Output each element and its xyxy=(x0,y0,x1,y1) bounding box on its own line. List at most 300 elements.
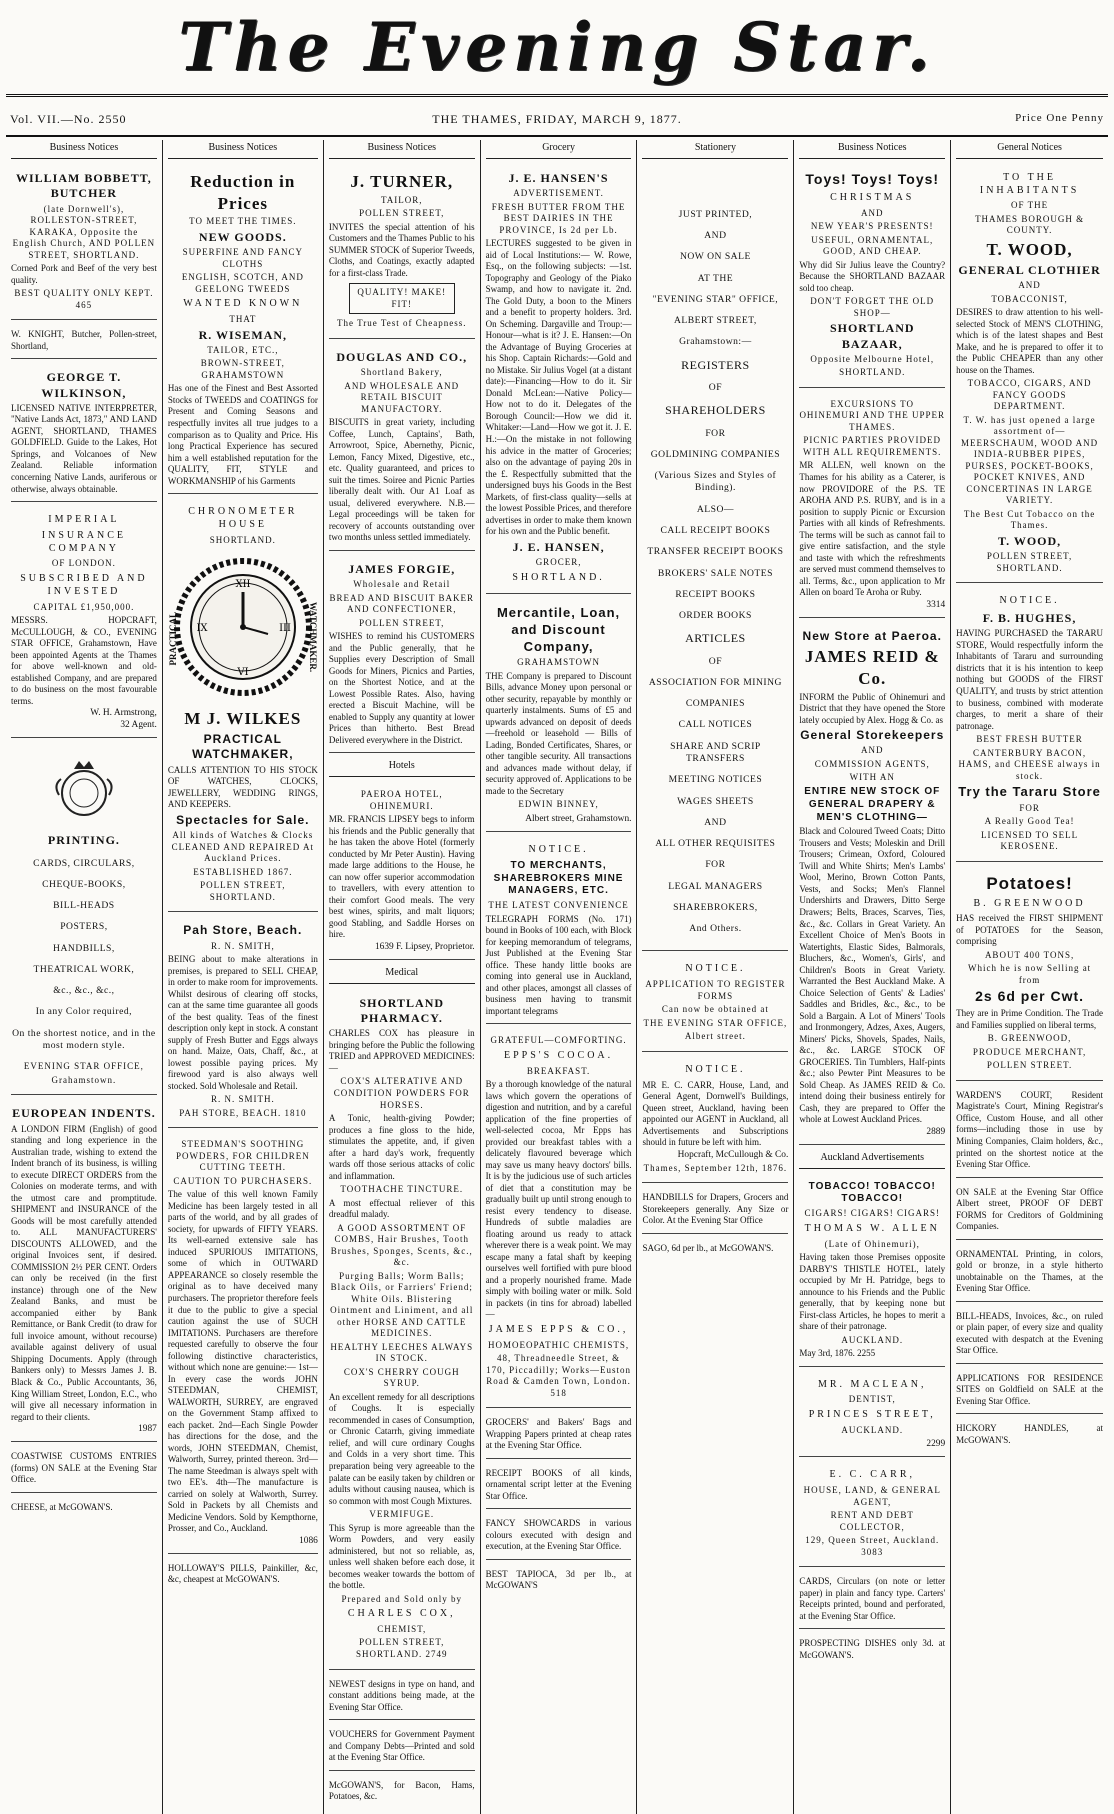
ad-line: CHRISTMAS xyxy=(830,191,915,203)
ad-line: RENT AND DEBT COLLECTOR, xyxy=(830,1510,914,1532)
ad-line: GRATEFUL—COMFORTING. xyxy=(490,1035,627,1046)
ad-line: OF LONDON. xyxy=(51,558,116,569)
ad-line: NEW GOODS. xyxy=(198,229,287,244)
ad-number: 1987 xyxy=(138,1424,157,1435)
ad-body: The value of this well known Family Medicine has been largely tested in all parts of the world, and by all grades of society, for upwards of FIFTY YEARS. Its well-earned extensive sale has induced SPURIOUS IMITATIONS, some of which in OUTWARD APPEARANCE so closely resemble the original as to have deceived many purchasers. The proprietor therefore feels it due to the public to give a special caution against the use of SUCH IMITATIONS. Purchasers are therefore requested carefully to observe the four following distinctive characteristics, without which none are genuine:— 1st—In every case the words JOHN STEEDMAN, CHEMIST, WALWORTH, SURREY, are engraved on the Government Stamp affixed to each packet. 2nd—Each Single Powder has directions for the dose, and the words, JOHN STEEDMAN, Chemist, Walworth, Surrey, printed thereon. 3rd—The name Steedman is always spelt with two EE's. 4th—The manufacture is carried on solely at Walworth, Surrey. Sold in Packets by all Chemists and Medicine Vendors. Sold by Kempthorne, Prosser, and Co., Auckland. xyxy=(167,1189,318,1534)
newspaper-title: The Evening Star. xyxy=(178,8,936,86)
ad-signature: 1639 F. Lipsey, Proprietor. xyxy=(374,941,475,952)
ad-body: Why did Sir Julius leave the Country? Because the SHORTLAND BAZAAR sold too cheap. xyxy=(799,259,946,293)
list-item: MEETING NOTICES xyxy=(668,774,763,786)
ad-line: SHAREBROKERS, xyxy=(673,901,758,913)
ad-label: NOTICE. xyxy=(528,843,589,855)
holloway-ad: HOLLOWAY'S PILLS, Painkiller, &c, &c, cheapest at McGOWAN'S. xyxy=(167,1562,318,1585)
telegraph-notice xyxy=(486,837,632,1024)
wood-ad xyxy=(956,165,1103,583)
ad-line: TO MEET THE TIMES. xyxy=(189,216,297,227)
bobbett-ad xyxy=(11,165,157,320)
ad-line: COX'S CHERRY COUGH SYRUP. xyxy=(343,1366,460,1389)
ad-body: HAS received the FIRST SHIPMENT of POTATOES for the Season, comprising xyxy=(956,913,1103,947)
ad-heading: SHORTLAND PHARMACY. xyxy=(359,995,445,1026)
ad-line: FOR xyxy=(705,859,726,871)
svg-text:III: III xyxy=(278,623,291,635)
ad-body: WISHES to remind his CUSTOMERS and the Public generally, that he Supplies every Description of Small Goods for Miners, Picnics and Parties, on the Shortest Notice, and at the Lowest Possible Rates. Also, having erected a Biscuit Machine, will be enabled to Supply any quantity at lower Prices than hitherto. Best Bread Delivered everywhere in the District. xyxy=(328,631,475,745)
carr-ad xyxy=(799,1462,945,1567)
ad-line: PAH STORE, BEACH. 1810 xyxy=(179,1107,307,1118)
ad-body: HAVING PURCHASED the TARARU STORE, Would respectfully inform the Inhabitants of Tararu and surrounding districts that it is his intention to keep nothing but GOODS of the FIRST QUALITY, and trusts by strict attention to business, combined with moderate charges, to merit a share of their patronage. xyxy=(956,628,1103,731)
ad-label: NOTICE. xyxy=(685,963,746,975)
ad-heading: New Store at Paeroa. xyxy=(802,628,942,643)
applications-ad: APPLICATIONS FOR RESIDENCE SITES on Goldfield on SALE at the Evening Star Office. xyxy=(956,1369,1103,1415)
ad-line: POLLEN STREET, xyxy=(359,617,445,628)
ad-body: MR ALLEN, well known on the Thames for his ability as a Caterer, is now PROVIDORE of the P.S. TE AROHA AND P.S. RUBY, and is in a position to supply Picnic or Excursion Parties with all kinds of Refreshments. The terms will be such as cannot fail to give entire satisfaction, and the style and taste with which the refreshments are served must commend themselves to all. Terms, &c., upon application to Mr Allen on board Te Aroha or Ruby. xyxy=(799,460,946,598)
ad-line: Spectacles for Sale. xyxy=(176,812,310,827)
ad-body: BEING about to make alterations in premises, is prepared to SELL CHEAP, in order to make room for improvements. Whilst desirous of clearing off stocks, can at the same time guarantee all goods of the best quality. Teas of the finest description only kept in stock. A constant supply of Fresh Butter and Eggs always on hand. Maize, Oats, Chaff, &c., at lowest possible paying prices. My firewood yard is also always well stocked. Sold Wholesale and Retail. xyxy=(167,954,318,1091)
receipt-ad: RECEIPT BOOKS of all kinds, ornamental script letter at the Evening Star Office. xyxy=(486,1464,632,1510)
ad-body: LICENSED NATIVE INTERPRETER, "Native Lands Act, 1873," AND LAND AGENT, SHORTLAND, THAMES GOLDFIELD. Guide to the Lakes, Hot Springs, and Volcanoes of New Zealand. Reliable information concerning Native Lands, auriferous or otherwise, always obtainable. xyxy=(11,402,157,494)
ad-line: INSURANCE COMPANY xyxy=(41,529,127,554)
ad-heading: WILLIAM BOBBETT, BUTCHER xyxy=(16,170,152,201)
bags-ad: GROCERS' and Bakers' Bags and Wrapping Papers printed at cheap rates at the Evening Star Office. xyxy=(486,1413,632,1459)
column-6 xyxy=(794,140,951,1814)
list-item: CALL RECEIPT BOOKS xyxy=(660,524,771,536)
ad-line: HOUSE, LAND, & GENERAL AGENT, xyxy=(803,1485,941,1507)
ad-line: Can now be obtained at xyxy=(661,1004,769,1015)
ad-body: TELEGRAPH FORMS (No. 171) bound in Books of 100 each, with Block for keeping memorandum of telegrams, Just Published at the Evening Star office. These handy little books are coming into general use in Auckland, and other places, amongst all classes of business men having to transmit important telegrams xyxy=(485,913,632,1016)
hughes-ad xyxy=(956,588,1103,862)
ad-line: Albert street, Grahamstown. xyxy=(525,813,632,824)
ad-body: A Tonic, health-giving Powder; produces a fine gloss to the hide, stimulates the appetite, and, if given after a hard day's work, frequently wards off those serious attacks of colic and inflammation. xyxy=(328,1113,475,1181)
ad-heading: TO MERCHANTS, SHAREBROKERS MINE MANAGERS, ETC. xyxy=(493,859,624,897)
ad-signature: Hopcraft, McCullough & Co. xyxy=(677,1149,789,1160)
ad-signature: T. WOOD, xyxy=(997,533,1062,548)
ad-line: COX'S ALTERATIVE AND CONDITION POWDERS FOR HORSES. xyxy=(333,1076,470,1110)
column-header: Grocery xyxy=(486,140,632,159)
ad-heading: Potatoes! xyxy=(986,873,1073,893)
ad-line: THE LATEST CONVENIENCE xyxy=(488,900,629,911)
billheads-ad: BILL-HEADS, Invoices, &c., on ruled or plain paper, of every size and quality executed with despatch at the Evening Star Office. xyxy=(956,1307,1103,1364)
ad-line: FRESH BUTTER FROM THE BEST DAIRIES IN THE PROVINCE, Is 2d per Lb. xyxy=(491,201,626,235)
ad-heading: TOBACCO! TOBACCO! TOBACCO! xyxy=(808,1180,936,1205)
ad-heading: Toys! Toys! Toys! xyxy=(805,170,940,187)
ad-heading: T. WOOD, xyxy=(986,239,1073,259)
ad-heading: M J. WILKES xyxy=(184,709,302,729)
column-2 xyxy=(163,140,324,1814)
ad-body: MR. FRANCIS LIPSEY begs to inform his friends and the Public generally that he has taken the above Hotel (formerly conducted by Mr Peter Austin). Having made large additions to the House, he can now offer superior accommodation to travellers, with every attention to their comfort Good meals. The very best wines, spirits, and malt liquors; good Stabling, and Saddle Horses on hire. xyxy=(328,814,475,940)
agent-notice xyxy=(642,1057,788,1183)
list-item: CALL NOTICES xyxy=(678,719,753,731)
ad-line: May 3rd, 1876. 2255 xyxy=(799,1348,876,1359)
ad-line: 2s 6d per Cwt. xyxy=(975,988,1085,1005)
ad-line: AND xyxy=(704,230,727,242)
handbills-ad: HANDBILLS for Drapers, Grocers and Storekeepers generally. Any Size or Color. At the Evening Star Office xyxy=(642,1188,788,1234)
ad-signature: EDWIN BINNEY, xyxy=(518,799,599,810)
columns xyxy=(6,140,1108,1802)
ad-line: JAMES EPPS & CO., xyxy=(488,1323,629,1335)
ad-line: POLLEN STREET, SHORTLAND. 2749 xyxy=(356,1637,448,1659)
ad-line: CHARLES COX, xyxy=(347,1608,456,1620)
ad-line: EVENING STAR OFFICE, xyxy=(23,1061,144,1072)
column-1 xyxy=(6,140,163,1814)
ad-heading: JAMES FORGIE, xyxy=(348,561,456,576)
ad-line: LEGAL MANAGERS xyxy=(668,880,763,892)
ad-line: CHEMIST, xyxy=(377,1623,427,1634)
ad-heading: Pah Store, Beach. xyxy=(183,923,303,938)
ad-line: OF xyxy=(708,382,723,394)
column-header: Business Notices xyxy=(799,140,945,159)
ad-line: AND WHOLESALE AND RETAIL BISCUIT MANUFACTORY. xyxy=(344,380,460,414)
ad-line: TOOTHACHE TINCTURE. xyxy=(340,1184,464,1195)
bazaar-ad xyxy=(799,165,945,388)
ad-line: THE EVENING STAR OFFICE, xyxy=(643,1017,788,1028)
ad-line: PRINCES STREET, xyxy=(808,1409,936,1420)
reid-ad xyxy=(799,623,945,1145)
ad-label: NOTICE. xyxy=(685,1063,746,1075)
ad-heading: DOUGLAS AND CO., xyxy=(336,349,468,364)
ornamental-ad: ORNAMENTAL Printing, in colors, gold or bronze, in a style hitherto unobtainable on the Thames, at the Evening Star Office. xyxy=(956,1245,1103,1302)
ad-line: TAILOR, xyxy=(380,194,423,205)
list-item: TRANSFER RECEIPT BOOKS xyxy=(647,546,784,558)
list-item: SHARE AND SCRIP TRANSFERS xyxy=(670,740,761,764)
column-header: Business Notices xyxy=(11,140,157,159)
ad-line: Grahamstown:— xyxy=(679,336,752,348)
ad-line: VERMIFUGE. xyxy=(369,1509,435,1520)
list-item: BROKERS' SALE NOTES xyxy=(657,567,773,579)
ad-line: ENGLISH, SCOTCH, AND GEELONG TWEEDS xyxy=(181,272,304,294)
royal-arms-icon xyxy=(49,755,119,825)
cheese-ad: CHEESE, at McGOWAN'S. xyxy=(11,1501,113,1512)
ad-line: Opposite Melbourne Hotel, xyxy=(810,353,935,364)
ad-line: BROWN-STREET, GRAHAMSTOWN xyxy=(200,358,285,380)
section-header: Hotels xyxy=(329,758,475,777)
ad-heading: MR. MACLEAN, xyxy=(817,1378,927,1390)
ad-number: 3314 xyxy=(926,599,946,610)
ad-line: IMPERIAL xyxy=(48,514,120,526)
wardens-ad: WARDEN'S COURT, Resident Magistrate's Court, Mining Registrar's Office, Custom House, and all other forms—including those in use by Mining Companies, Claim holders, &c., printed on the shortest notice at the Evening Star Office. xyxy=(956,1086,1103,1178)
ad-line: ABOUT 400 TONS, xyxy=(984,949,1075,960)
list-item: ORDER BOOKS xyxy=(678,610,752,622)
column-header: General Notices xyxy=(956,140,1103,159)
ad-body: Having taken those Premises opposite DARBY'S THISTLE HOTEL, lately occupied by Mr H. Patridge, begs to announce to his Friends and the Public generally, that by keeping none but First-class Articles, he hopes to merit a share of their patronage. xyxy=(799,1252,946,1332)
paeroa-hotel-ad xyxy=(329,783,475,960)
svg-text:VI: VI xyxy=(237,667,249,679)
ad-heading: Reduction in Prices xyxy=(190,171,296,213)
ad-heading: PAEROA HOTEL, OHINEMURI. xyxy=(360,789,443,811)
ad-line: GOLDMINING COMPANIES xyxy=(650,448,781,460)
ad-signature: J. E. HANSEN, xyxy=(512,539,605,554)
ad-line: CAUTION TO PURCHASERS. xyxy=(173,1175,313,1186)
printing-list xyxy=(11,858,157,1053)
ad-line: PICNIC PARTIES PROVIDED WITH ALL REQUIREMENTS. xyxy=(803,435,942,457)
ad-body: MESSRS. HOPCRAFT, McCULLOUGH, & CO., EVENING STAR OFFICE, Grahamstown, Have been appointed Agents at the Thames for above well-known and old-established Company, and are prepared to do business on the most favourable terms. xyxy=(11,615,157,706)
ad-line: TO THE INHABITANTS xyxy=(979,171,1080,196)
ad-line: DENTIST, xyxy=(848,1394,896,1405)
ad-line: B. GREENWOOD xyxy=(973,897,1086,909)
ad-line: ALSO— xyxy=(696,503,734,515)
ad-line: AT THE xyxy=(697,272,734,284)
ad-line: JAMES REID & Co. xyxy=(804,647,940,688)
turner-ad xyxy=(329,165,475,339)
ad-line: ADVERTISEMENT. xyxy=(513,188,604,199)
douglas-ad xyxy=(329,344,475,551)
ad-line: FOR xyxy=(705,427,726,439)
ad-line: OF xyxy=(708,655,723,667)
ad-line: PRACTICAL WATCHMAKER, xyxy=(192,731,294,762)
ad-line: TAILOR, ETC., xyxy=(207,344,279,355)
mcgowan-ad: McGOWAN'S, for Bacon, Hams, Potatoes, &c. xyxy=(328,1779,475,1802)
ad-line: Thames, September 12th, 1876. xyxy=(643,1162,788,1173)
ad-line: USEFUL, ORNAMENTAL, GOOD, AND CHEAP. xyxy=(811,234,934,257)
ad-body: MR E. C. CARR, House, Land, and General Agent, Dornwell's Buildings, Queen street, Auckland, having been appointed our AGENT in Auckland, all Advertisements and Subscriptions should in future be left with him. xyxy=(642,1079,789,1148)
ad-body: An excellent remedy for all descriptions of Coughs. It is especially recommended in cases of Consumption, or Chronic Catarrh, giving immediate relief, and will cure ordinary Coughs and Colds in a very short time. This preparation being very agreeable to the palate can be easily taken by children or adults without causing nausea, which is so common with most Cough Mixtures. xyxy=(328,1391,475,1506)
ad-line: COMMISSION AGENTS, xyxy=(814,758,930,769)
quality-scroll: QUALITY! MAKE! FIT! xyxy=(349,283,455,314)
masthead-rule xyxy=(6,94,1108,97)
ad-body: A LONDON FIRM (English) of good standing and long experience in the Australian trade, wishing to extend the Indent branch of its business, is willing to execute DIRECT ORDERS from the Colonies on moderate terms, and with the utmost care and promptitude. SHIPMENT and INSURANCE of the Goods will be most carefully attended to. ALL MANUFACTURERS' DISCOUNTS ALLOWED, and the original Invoices sent, if desired. COMMISSION 2½ PER CENT. Orders can only be received (in the first instance) through one of the New Zealand Banks, and must be accompanied either by Bank Remittance, or Bank Credit (to draw for full invoice amount, without recourse) available against delivery of usual Shipping Documents. Apply (through Bankers only) to Messrs James J. B. Black & Co., Public Accountants, 36, King William Street, London, E.C., who will give all necessary information in regard to their clients. xyxy=(11,1123,157,1422)
section-header: Medical xyxy=(329,965,475,984)
ad-line: GRAHAMSTOWN xyxy=(517,657,600,668)
ad-body: THE Company is prepared to Discount Bills, advance Money upon personal or other security, repayable by monthly or quarterly instalments. Sums of £5 and upwards advanced on deposit of deeds—freehold or leasehold — Bills of Lading, Bonded Certificates, Shares, or other tangible security. All transactions and advances made without delay, if security approved of. Applications to be made to the Secretary xyxy=(485,670,632,796)
insurance-ad xyxy=(11,507,157,738)
ad-line: COMPANIES xyxy=(685,698,745,710)
potatoes-ad xyxy=(956,867,1103,1081)
ad-heading: EXCURSIONS TO OHINEMURI AND THE UPPER THAMES. xyxy=(799,398,946,432)
ad-heading: J. TURNER, xyxy=(350,171,454,191)
ad-line: "EVENING STAR" OFFICE, xyxy=(652,293,779,305)
ad-line: WANTED KNOWN xyxy=(183,298,303,310)
column-header: Stationery xyxy=(642,140,788,159)
volume-number: Vol. VII.—No. 2550 xyxy=(10,112,127,126)
list-item: HANDBILLS, xyxy=(53,942,115,954)
ad-line: Purging Balls; Worm Balls; Black Oils, or Farriers' Friend; White Oils. Blistering Ointment and Liniment, and all other HORSE AND CATTLE MEDICINES. xyxy=(330,1270,474,1339)
ad-body: DESIRES to draw attention to his well-selected Stock of MEN'S CLOTHING, which is of the latest shapes and Best Make, and he is prepared to offer it to the Public CHEAPER than any other house on the Thames. xyxy=(956,307,1103,375)
ad-line: The True Test of Cheapness. xyxy=(337,318,467,329)
ad-line: Albert street. xyxy=(684,1031,746,1042)
ad-line: WITH AN xyxy=(849,772,895,783)
ad-line: 48, Threadneedle Street, & 170, Piccadilly; Works—Euston Road & Camden Town, London. 518 xyxy=(486,1353,631,1398)
list-item: CARDS, CIRCULARS, xyxy=(33,857,135,869)
dateline-rule xyxy=(6,135,1108,137)
masthead xyxy=(0,4,1114,90)
ad-line: SHORTLAND. xyxy=(512,571,605,583)
ad-body: INVITES the special attention of his Customers and the Thames Public to his SUMMER STOCK of Superior Tweeds, Cloths, and Coatings, exactly adapted for a first-class Trade. xyxy=(328,221,475,278)
ad-heading: EPPS'S COCOA. xyxy=(503,1049,614,1061)
ad-line: POLLEN STREET, SHORTLAND. xyxy=(200,880,286,902)
ad-line: JUST PRINTED, xyxy=(678,208,753,220)
list-item: In any Color required, xyxy=(35,1006,133,1018)
ad-line: ALL OTHER REQUISITES xyxy=(655,838,776,850)
prospecting-ad: PROSPECTING DISHES only 3d. at McGOWAN'S. xyxy=(799,1638,946,1660)
ad-line: CANTERBURY BACON, HAMS, and CHEESE always in stock. xyxy=(958,747,1101,781)
ad-body: CALLS ATTENTION TO HIS STOCK OF WATCHES, CLOCKS, JEWELLERY, WEDDING RINGS, AND KEEPERS. xyxy=(167,764,318,810)
ad-line: THAT xyxy=(229,314,257,325)
ad-heading: J. E. HANSEN'S xyxy=(508,170,609,185)
ad-line: ENTIRE NEW STOCK OF GENERAL DRAPERY & MEN'S CLOTHING— xyxy=(804,786,941,823)
ad-line: NOW ON SALE xyxy=(679,251,751,263)
ad-body: This Syrup is more agreeable than the Worm Powders, and very easily administered, but not so reliable, as, unless well shaken before each dose, it becomes weaker towards the bottom of the bottle. xyxy=(328,1522,475,1591)
stationery-ad xyxy=(642,165,788,952)
ad-line: Shortland Bakery, xyxy=(360,367,443,378)
ad-body: CHARLES COX has pleasure in bringing before the Public the following TRIED and APPROVED MEDICINES:— xyxy=(328,1028,475,1073)
proof-of-debt-ad: ON SALE at the Evening Star Office Albert street, PROOF OF DEBT FORMS for Creditors of Goldmining Companies. xyxy=(956,1183,1103,1240)
ad-line: TOBACCONIST, xyxy=(991,293,1068,304)
ad-body: Black and Coloured Tweed Coats; Ditto Trousers and Vests; Moleskin and Drill Trousers; Crimean, Oxford, Coloured Twill and White Shirts; Men's Lambs' Wool, Merino, Brown Cotton Pants, Vests, and Socks; Men's Flannel Undershirts and Drawers, Ditto Serge Drawers; Belts, Braces, Scarves, Ties, &c., &c. Collars in Great Variety. An Excellent Choice of Men's Boots in Watertights, Elastic Sides, Balmorals, Bluchers, &c., Women's, Girls', and Children's Boots in Great Variety. Warranted the Best Auckland Make. A Choice Selection of Gents' & Ladies' Saddles and Bridles, &c., &c., to be Sold a Bargain. A Lot of Miners' Tools and Ironmongery, Adzes, Axes, Augers, Miners' Picks, Shovels, Spades, Nails, &c., &c. LARGE STOCK OF GROCERIES. Tin Tumblers, Half-pints &c.; also Pewter Pint Measures to be Sold Cheap. As JAMES REID & Co. intend doing their business entirely for Cash, they are prepared to Offer the whole at Lowest Auckland Prices. xyxy=(799,826,946,1125)
ad-line: PRODUCE MERCHANT, xyxy=(972,1046,1087,1057)
ad-line: AND xyxy=(1018,280,1041,291)
ad-line: BREAKFAST. xyxy=(526,1065,591,1076)
epps-ad xyxy=(486,1029,632,1408)
svg-text:IX: IX xyxy=(196,623,208,635)
ad-line: ASSOCIATION FOR MINING xyxy=(648,676,782,688)
ad-number: 2889 xyxy=(926,1126,946,1137)
ad-side-label: PRACTICAL xyxy=(167,612,178,666)
pharmacy-ad xyxy=(329,990,475,1670)
ad-tag: BEST QUALITY ONLY KEPT. 465 xyxy=(14,288,154,310)
ad-sub: (late Dornwell's), ROLLESTON-STREET, KARAKA, Opposite the English Church, AND POLLEN STREET, SHORTLAND. xyxy=(12,203,156,260)
ad-line: FOR xyxy=(1019,802,1040,813)
ad-heading: Mercantile, Loan, and Discount Company, xyxy=(496,605,621,654)
ad-line: Try the Tararu Store xyxy=(958,784,1101,800)
excursions-ad xyxy=(799,393,945,618)
ad-line: T. W. has just opened a large assortment of— MEERSCHAUM, WOOD AND INDIA-RUBBER PIPES, PURSES, POCKET-BOOKS, POCKET KNIVES, AND CONCERTINAS IN LARGE VARIETY. xyxy=(961,414,1099,506)
ad-heading: F. B. HUGHES, xyxy=(982,611,1077,626)
ad-line: A Really Good Tea! xyxy=(984,816,1075,827)
watch-illustration xyxy=(168,552,318,702)
newest-ad: NEWEST designs in type on hand, and constant additions being made, at the Evening Star Office. xyxy=(329,1675,475,1721)
ad-body: Corned Pork and Beef of the very best quality. xyxy=(11,263,157,285)
ad-number: 2299 xyxy=(926,1439,946,1450)
ad-line: CIGARS! CIGARS! CIGARS! xyxy=(804,1208,940,1219)
ad-line: R. N. SMITH, xyxy=(210,940,275,951)
section-header: Auckland Advertisements xyxy=(799,1150,945,1169)
list-item: CHEQUE-BOOKS, xyxy=(42,878,126,890)
ad-line: POLLEN STREET. xyxy=(986,1060,1073,1071)
column-header: Business Notices xyxy=(168,140,318,159)
column-7 xyxy=(951,140,1108,1814)
list-item: THEATRICAL WORK, xyxy=(33,963,135,975)
ad-line: POLLEN STREET, SHORTLAND. xyxy=(986,551,1073,573)
ad-line: CAPITAL £1,950,000. xyxy=(33,601,135,612)
allen-ad xyxy=(799,1175,945,1367)
ad-body: By a thorough knowledge of the natural laws which govern the operations of digestion and nutrition, and by a careful application of the fine properties of well-selected cocoa, Mr Epps has provided our breakfast tables with a delicately flavoured beverage which may save us many heavy doctors' bills. It is by the judicious use of such articles of diet that a constitution may be gradually built up until strong enough to resist every tendency to disease. Hundreds of subtle maladies are floating around us ready to attack wherever there is a weak point. We may escape many a fatal shaft by keeping ourselves well fortified with pure blood and a properly nourished frame. Made simply with boiling water or milk. Sold in packets (in tins for abroad) labelled— xyxy=(485,1079,632,1320)
list-item: On the shortest notice, and in the most modern style. xyxy=(12,1027,156,1051)
ad-line: BREAD AND BISCUIT BAKER AND CONFECTIONER, xyxy=(329,592,475,615)
ad-line: General Storekeepers xyxy=(800,728,945,743)
ad-heading: GEORGE T. WILKINSON, xyxy=(41,370,127,400)
steedman-ad xyxy=(168,1133,318,1554)
ad-line: TOBACCO, CIGARS, AND FANCY GOODS DEPARTMENT. xyxy=(967,378,1092,412)
ad-signature: R. N. SMITH. xyxy=(210,1094,275,1105)
sago-ad: SAGO, 6d per lb., at McGOWAN'S. xyxy=(642,1242,774,1253)
ad-line: 129, Queen Street, Auckland. 3083 xyxy=(805,1535,940,1557)
dateline xyxy=(6,112,1108,132)
vouchers-ad: VOUCHERS for Government Payment and Company Debts—Printed and sold at the Evening Star Office. xyxy=(329,1725,475,1771)
list-item: POSTERS, xyxy=(60,921,108,933)
coastwise-ad: COASTWISE CUSTOMS ENTRIES (forms) ON SALE at the Evening Star Office. xyxy=(11,1447,157,1493)
ad-line: Prepared and Sold only by xyxy=(341,1593,462,1604)
issue-price: Price One Penny xyxy=(1015,112,1104,124)
ad-line: THAMES BOROUGH & COUNTY. xyxy=(975,213,1085,236)
ad-line: (Late of Ohinemuri), xyxy=(824,1238,920,1249)
maclean-ad xyxy=(799,1372,945,1458)
ad-heading: PRINTING. xyxy=(47,833,120,848)
ad-line: Which he is now Selling at from xyxy=(967,963,1092,985)
wiseman-ad xyxy=(168,165,318,494)
wilkes-ad xyxy=(168,499,318,912)
ad-line: All kinds of Watches & Clocks CLEANED AND REPAIRED At Auckland Prices. xyxy=(171,830,315,864)
ad-body: INFORM the Public of Ohinemuri and District that they have opened the Store lately occupied by Alex. Hogg & Co. as xyxy=(799,691,946,725)
ad-label: NOTICE. xyxy=(999,595,1060,607)
ad-line: (Various Sizes and Styles of Binding). xyxy=(654,470,777,494)
list-item: &c., &c., &c., xyxy=(53,985,115,997)
tapioca-ad: BEST TAPIOCA, 3d per lb., at McGOWAN'S xyxy=(485,1568,632,1591)
ad-line: BEST FRESH BUTTER xyxy=(976,734,1083,745)
ad-line: SUBSCRIBED AND INVESTED xyxy=(20,572,148,597)
ad-line: ARTICLES xyxy=(685,631,746,646)
list-item: BILL-HEADS xyxy=(53,900,115,912)
ad-line: GENERAL CLOTHIER xyxy=(958,262,1101,277)
ad-line: A GOOD ASSORTMENT OF COMBS, Hair Brushes, Tooth Brushes, Sponges, Scents, &c., &c. xyxy=(330,1222,473,1268)
ad-line: Wholesale and Retail xyxy=(353,579,451,590)
ad-side-label: WATCHMAKER. xyxy=(307,602,318,673)
ad-line: AND xyxy=(860,745,884,756)
printing-ad xyxy=(11,743,157,1095)
ad-heading: EUROPEAN INDENTS. xyxy=(12,1106,156,1121)
mercantile-ad xyxy=(486,599,632,832)
showcards-ad: FANCY SHOWCARDS in various colours executed with design and execution, at the Evening Star Office. xyxy=(486,1514,632,1560)
indents-ad xyxy=(11,1100,157,1442)
wilkinson-ad xyxy=(11,364,157,502)
ad-signature: B. GREENWOOD, xyxy=(987,1033,1072,1044)
ad-line: ALBERT STREET, xyxy=(673,315,757,327)
ad-line: R. WISEMAN, xyxy=(198,327,288,342)
ad-line: HOMOEOPATHIC CHEMISTS, xyxy=(487,1339,630,1350)
ad-line: SHAREHOLDERS xyxy=(665,403,766,418)
svg-text:XII: XII xyxy=(235,579,251,591)
ad-number: 1086 xyxy=(299,1535,318,1546)
column-5 xyxy=(637,140,794,1814)
ad-line: AUCKLAND. xyxy=(841,1334,904,1345)
ad-line: The Best Cut Tobacco on the Thames. xyxy=(963,508,1096,531)
ad-line: And Others. xyxy=(689,923,742,935)
ad-body: They are in Prime Condition. The Trade and Families supplied on liberal terms, xyxy=(956,1008,1103,1030)
ad-line: SHORTLAND. xyxy=(209,534,276,545)
clock-icon xyxy=(168,552,318,702)
list-item: RECEIPT BOOKS xyxy=(675,588,756,600)
ad-line: NEW YEAR'S PRESENTS! xyxy=(810,221,934,232)
ad-body: BISCUITS in great variety, including Coffee, Lunch, Captains', Bath, Arrowroot, Spice, Abernethy, Picnic, Lemon, Fancy Mixed, Digestive, etc., etc. Quality guaranteed, and prices to suit the times. Soiree and Picnic Parties liberally dealt with. Our A1 Loaf as usual, delivered everywhere. N.B.—Legal proceedings will be taken for recovery of accounts outstanding over two months unless settled immediately. xyxy=(328,417,475,543)
ad-heading: APPLICATION TO REGISTER FORMS xyxy=(645,979,786,1001)
ad-body: Has one of the Finest and Best Assorted Stocks of TWEEDS and COATINGS for Present and Coming Seasons and respectfully invites all true judges to a comparison as to Quality and Price. His long Practical Experience has secured him a well established reputation for the QUALITY, FIT, STYLE and WORKMANSHIP of his Garments xyxy=(167,383,318,486)
cards-ad: CARDS, Circulars (on note or letter paper) in plain and fancy type. Carters' Receipts printed, bound and perforated, at the Evening Star Office. xyxy=(799,1572,945,1629)
forgie-ad xyxy=(329,556,475,754)
ad-line: LICENSED TO SELL KEROSENE. xyxy=(980,829,1079,852)
column-3 xyxy=(324,140,481,1814)
ad-body: A most effectual reliever of this dreadful malady. xyxy=(328,1197,475,1220)
ad-signature: 32 Agent. xyxy=(120,720,157,731)
ad-line: SHORTLAND BAZAAR, xyxy=(829,321,915,351)
ad-body: LECTURES suggested to be given in aid of Local Institutions:— W. Rowe, Esq., on the following subjects: —1st. Topography and Geology of the Piako Swamp, and how to navigate it. 2nd. The Gold Duty, a boon to the Miners and a benefit to property holders. 3rd. On Scheming. Dargaville and Troup:—Honour—what is it? J. E. Hansen:—On the Advantage of Buying Groceries at his Shop. Captain Richards:—Gold and no Mistake. Sir Julius Vogel (at a distant date):—Financing—How to do it. Sir Donald McLean:—Native Policy—How not to do it. Delegates of the Borough Council:—How we did it. Whitaker:—Land—How we got it. J. E. H.:—On the mistake in not following his advice in the matter of Groceries; also on the advantage of paying 20s in the £. Respectfully submitted that the undersigned buys his Goods in the Best Markets, of first-class quality—sells at the lowest Possible Prices, and therefore advertises in order to make them known for his own and the Public benefit. xyxy=(485,238,632,537)
ad-line: OF THE xyxy=(1011,200,1049,211)
ad-line: AND xyxy=(860,207,884,218)
ad-line: SHORTLAND. xyxy=(839,367,906,378)
column-header: Business Notices xyxy=(329,140,475,159)
register-forms-notice xyxy=(642,956,788,1051)
hickory-ad: HICKORY HANDLES, at McGOWAN'S. xyxy=(956,1423,1103,1445)
ad-line: REGISTERS xyxy=(681,357,750,372)
ad-heading: STEEDMAN'S SOOTHING POWDERS, FOR CHILDREN CUTTING TEETH. xyxy=(175,1139,310,1173)
smith-ad xyxy=(168,917,318,1128)
ad-line: GROCER, xyxy=(535,556,582,567)
